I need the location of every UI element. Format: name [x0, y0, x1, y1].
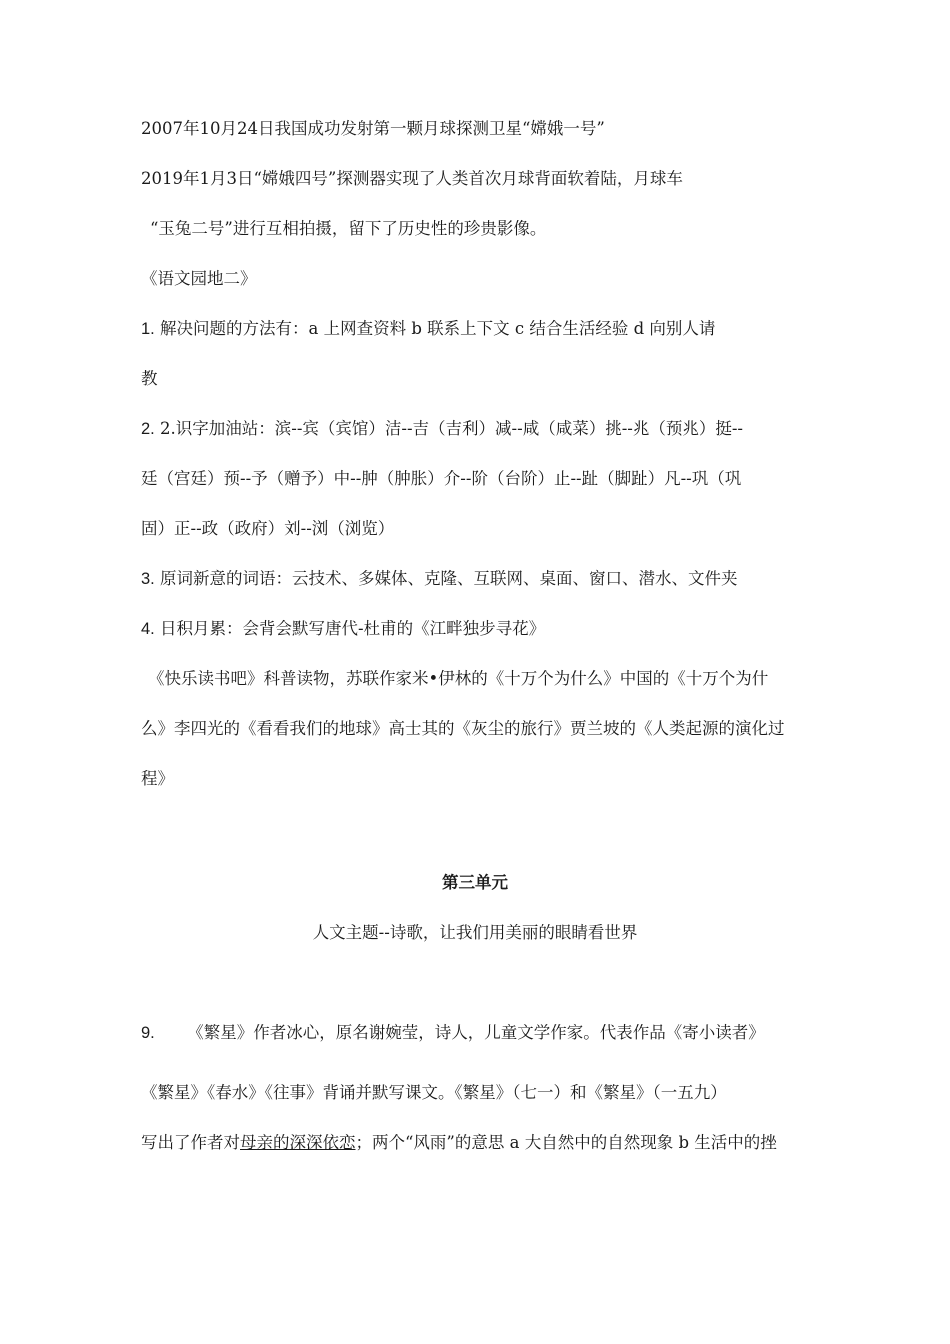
unit-title: 第三单元	[442, 873, 508, 892]
list-item	[141, 618, 545, 640]
text-line: 2019年1月3日“嫦娥四号”探测器实现了人类首次月球背面软着陆，月球车	[141, 169, 683, 188]
text-line: 廷（宫廷）预--予（赠予）中--肿（肿胀）介--阶（台阶）止--趾（脚趾）凡--巩（巩	[141, 469, 742, 488]
list-text: 2.识字加油站：滨--宾（宾馆）洁--吉（吉利）减--咸（咸菜）挑--兆（预兆）挺--	[160, 419, 744, 438]
list-number: 9.	[141, 1024, 155, 1042]
text-segment: ；两个“风雨”的意思 a 大自然中的自然现象 b 生活中的挫	[355, 1133, 777, 1152]
text-line: 么》李四光的《看看我们的地球》高士其的《灰尘的旅行》贾兰坡的《人类起源的演化过	[141, 719, 785, 738]
text-line: 《快乐读书吧》科普读物，苏联作家米•伊林的《十万个为什么》中国的《十万个为什	[148, 669, 769, 688]
list-item	[141, 318, 715, 340]
list-number: 2.	[141, 420, 155, 438]
text-line	[141, 1132, 777, 1154]
list-text: 《繁星》作者冰心，原名谢婉莹，诗人，儿童文学作家。代表作品《寄小读者》	[187, 1023, 765, 1042]
text-line: 教	[141, 369, 158, 388]
unit-theme: 人文主题--诗歌，让我们用美丽的眼睛看世界	[312, 923, 638, 942]
list-number: 4.	[141, 620, 155, 638]
list-item	[141, 1022, 765, 1044]
text-line: 程》	[141, 769, 174, 788]
list-item	[141, 418, 743, 440]
text-line: 固）正--政（政府）刘--浏（浏览）	[141, 519, 395, 538]
list-item	[141, 568, 738, 590]
text-line: “玉兔二号”进行互相拍摄，留下了历史性的珍贵影像。	[150, 219, 547, 238]
underlined-text: 母亲的深深依恋	[240, 1133, 356, 1152]
list-text: 解决问题的方法有：a 上网查资料 b 联系上下文 c 结合生活经验 d 向别人请	[160, 319, 716, 338]
list-text: 日积月累：会背会默写唐代-杜甫的《江畔独步寻花》	[160, 619, 546, 638]
list-number: 3.	[141, 570, 155, 588]
list-number: 1.	[141, 320, 155, 338]
text-line: 《繁星》《春水》《往事》背诵并默写课文。《繁星》（七一）和《繁星》（一五九）	[141, 1083, 727, 1102]
text-segment: 写出了作者对	[141, 1133, 240, 1152]
list-text: 原词新意的词语：云技术、多媒体、克隆、互联网、桌面、窗口、潜水、文件夹	[160, 569, 738, 588]
text-line: 2007年10月24日我国成功发射第一颗月球探测卫星“嫦娥一号”	[141, 119, 605, 138]
section-title: 《语文园地二》	[141, 269, 257, 288]
